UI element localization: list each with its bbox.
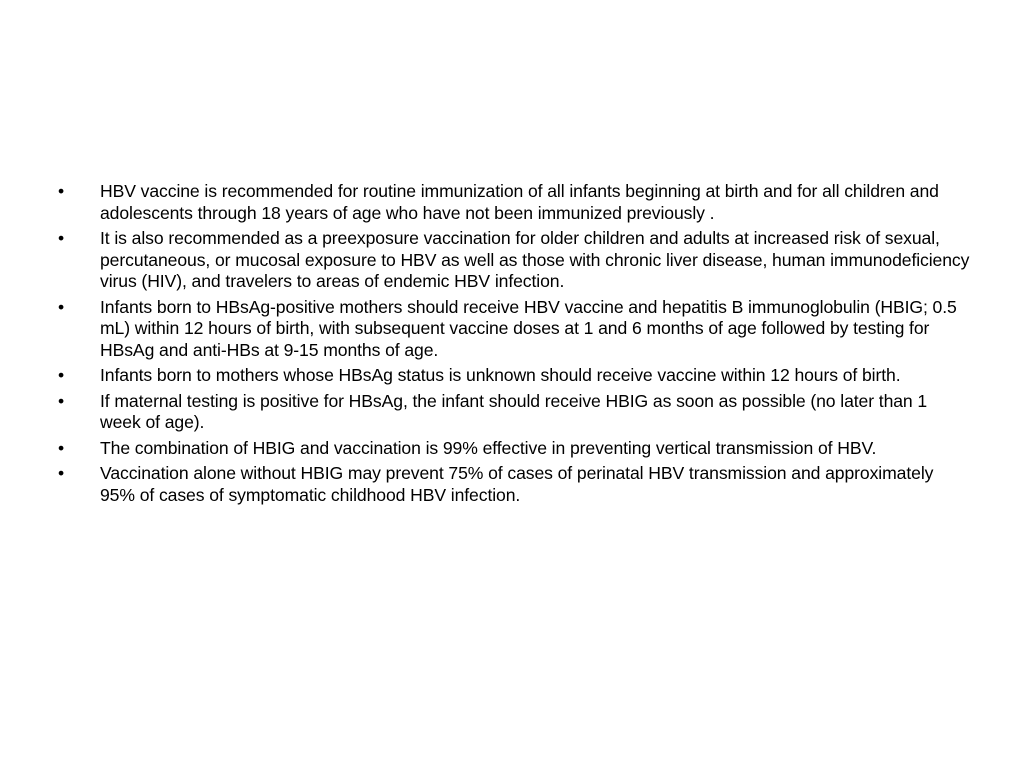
bullet-text: HBV vaccine is recommended for routine immunization of all infants beginning at birth and for all children and adolescents through 18 years of age who have not been immunized previously .	[100, 181, 939, 223]
bullet-item	[58, 391, 970, 434]
bullet-text: It is also recommended as a preexposure vaccination for older children and adults at increased risk of sexual, percutaneous, or mucosal exposure to HBV as well as those with chronic liver disease, human immunodeficiency virus (HIV), and travelers to areas of endemic HBV infection.	[100, 228, 970, 291]
bullet-marker: •	[58, 463, 65, 483]
bullet-marker: •	[58, 181, 65, 201]
bullet-marker: •	[58, 390, 65, 411]
bullet-item	[58, 365, 970, 387]
bullet-text: Vaccination alone without HBIG may prevent 75% of cases of perinatal HBV transmission and approximately 95% of cases of symptomatic childhood HBV infection.	[100, 463, 934, 505]
bullet-marker: •	[58, 437, 65, 458]
bullet-text: The combination of HBIG and vaccination is 99% effective in preventing vertical transmission of HBV.	[100, 437, 877, 458]
bullet-item	[58, 438, 970, 460]
bullet-text: Infants born to mothers whose HBsAg status is unknown should receive vaccine within 12 hours of birth.	[100, 365, 901, 385]
bullet-item	[58, 463, 970, 506]
bullet-item	[58, 181, 970, 224]
bullet-text: Infants born to HBsAg-positive mothers should receive HBV vaccine and hepatitis B immunoglobulin (HBIG; 0.5 mL) within 12 hours of birth, with subsequent vaccine doses at 1 and 6 months of age followed by testing for HBsAg and anti-HBs at 9-15 months of age.	[100, 296, 957, 360]
bullet-item	[58, 297, 970, 362]
bullet-marker: •	[58, 228, 65, 248]
bullet-item	[58, 228, 970, 293]
bullet-marker: •	[58, 365, 65, 385]
bullet-list	[58, 181, 970, 510]
bullet-text: If maternal testing is positive for HBsAg, the infant should receive HBIG as soon as possible (no later than 1 week of age).	[100, 390, 928, 432]
bullet-marker: •	[58, 296, 65, 317]
